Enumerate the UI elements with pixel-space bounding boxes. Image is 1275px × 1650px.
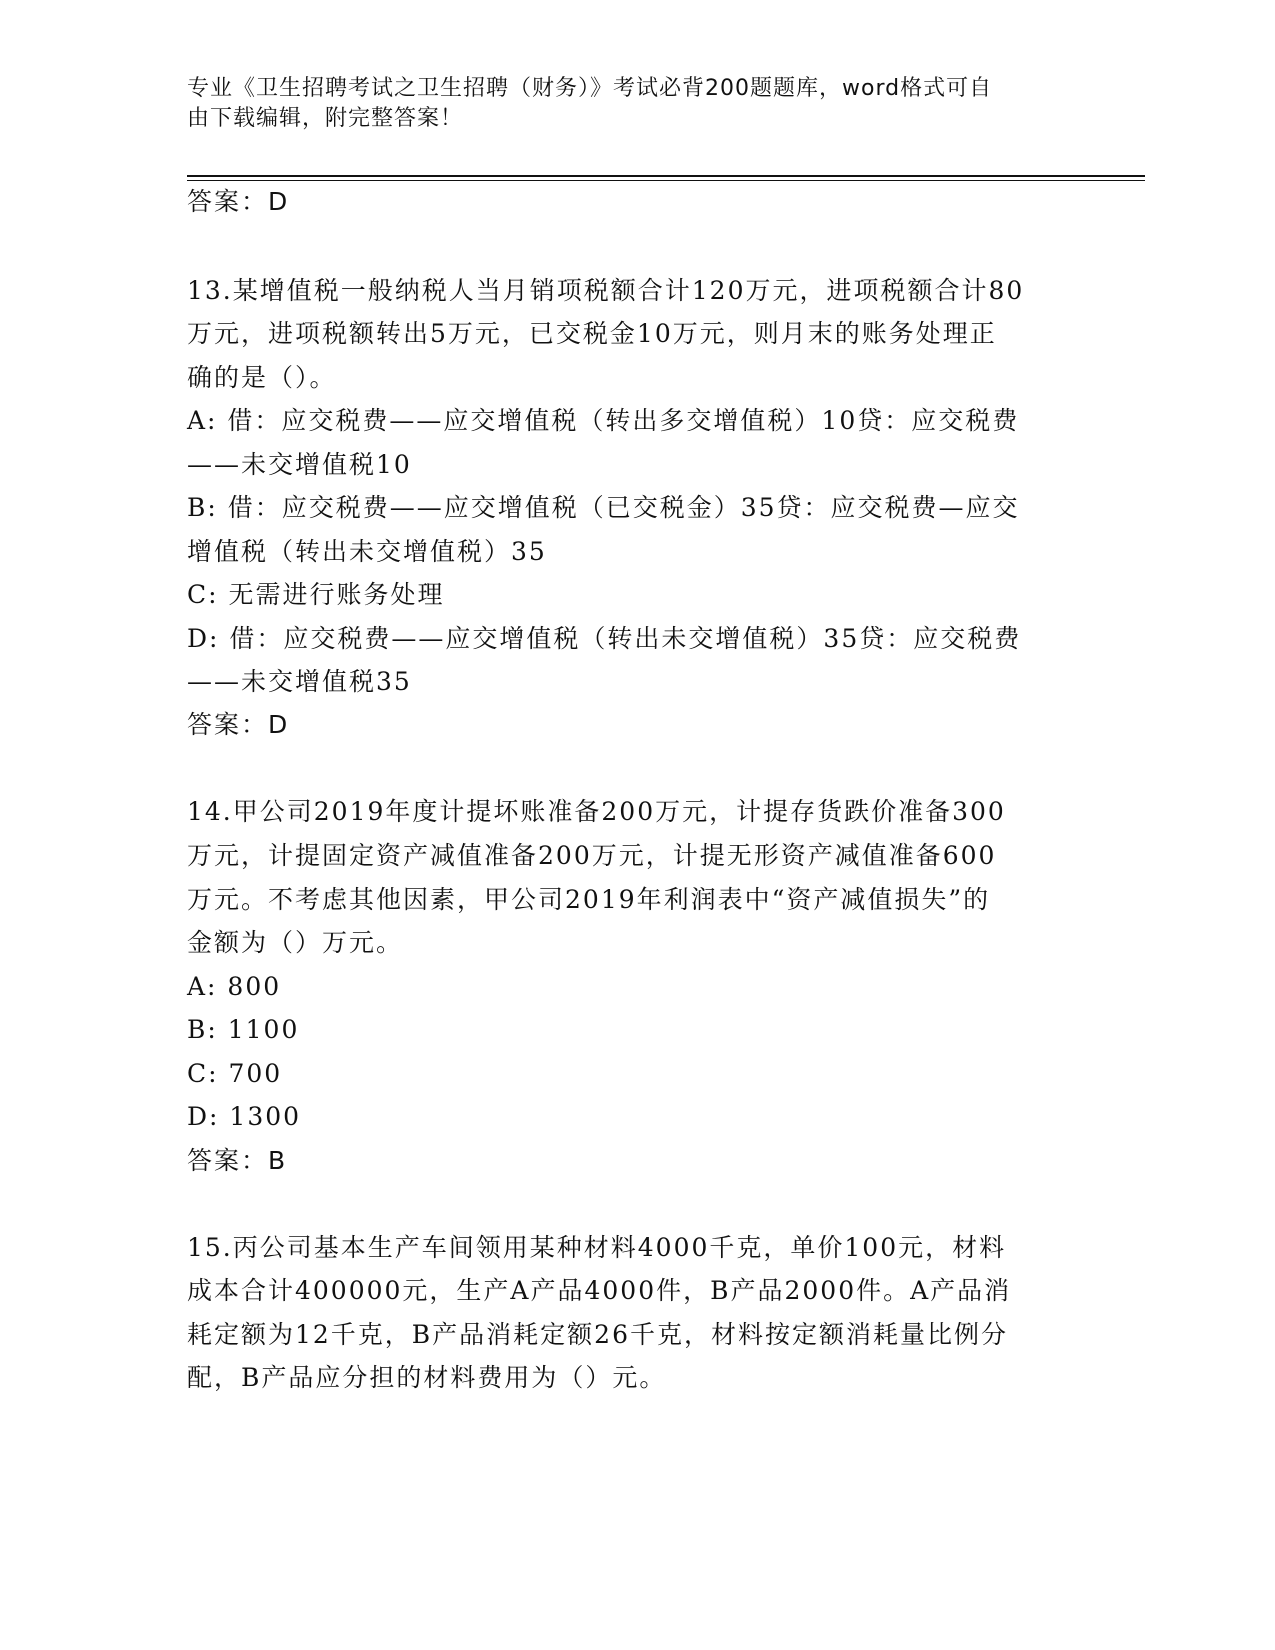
q14-answer: 答案：B <box>187 1146 288 1175</box>
header-rule-thick <box>187 175 1145 177</box>
q15-stem-line: 成本合计400000元，生产A产品4000件，B产品2000件。A产品消 <box>187 1276 1012 1305</box>
q13-stem-line: 13.某增值税一般纳税人当月销项税额合计120万元，进项税额合计80 <box>187 276 1025 305</box>
q13-option-a: A: 借：应交税费——应交增值税（转出多交增值税）10贷：应交税费 <box>187 406 1020 435</box>
document-header <box>187 74 1087 134</box>
q14-option-b: B: 1100 <box>187 1015 300 1044</box>
header-line-2: 由下载编辑，附完整答案！ <box>187 106 464 131</box>
q14-option-d: D: 1300 <box>187 1102 302 1131</box>
q13-option-d-cont: ——未交增值税35 <box>187 667 412 696</box>
header-rule-thin <box>187 180 1145 181</box>
q13-option-b: B: 借：应交税费——应交增值税（已交税金）35贷：应交税费—应交 <box>187 493 1020 522</box>
q13-answer: 答案：D <box>187 710 290 739</box>
q13-option-a-cont: ——未交增值税10 <box>187 450 412 479</box>
q14-stem-line: 14.甲公司2019年度计提坏账准备200万元，计提存货跌价准备300 <box>187 797 1006 826</box>
header-line-1: 专业《卫生招聘考试之卫生招聘（财务）》考试必背200题题库，word格式可自 <box>187 76 993 101</box>
q13-option-b-cont: 增值税（转出未交增值税）35 <box>187 537 547 566</box>
previous-answer: 答案：D <box>187 187 290 216</box>
q13-stem-line: 万元，进项税额转出5万元，已交税金10万元，则月末的账务处理正 <box>187 319 997 348</box>
q14-stem-line: 万元。不考虑其他因素，甲公司2019年利润表中“资产减值损失”的 <box>187 885 991 914</box>
q14-stem-line: 金额为（）万元。 <box>187 928 404 957</box>
q13-stem-line: 确的是（）。 <box>187 363 337 392</box>
q13-option-d: D: 借：应交税费——应交增值税（转出未交增值税）35贷：应交税费 <box>187 624 1022 653</box>
q13-option-c: C: 无需进行账务处理 <box>187 580 445 609</box>
q15-stem-line: 15.丙公司基本生产车间领用某种材料4000千克，单价100元，材料 <box>187 1233 1007 1262</box>
q14-stem-line: 万元，计提固定资产减值准备200万元，计提无形资产减值准备600 <box>187 841 997 870</box>
q15-stem-line: 配，B产品应分担的材料费用为（）元。 <box>187 1363 667 1392</box>
q14-option-a: A: 800 <box>187 972 282 1001</box>
q14-option-c: C: 700 <box>187 1059 283 1088</box>
q15-stem-line: 耗定额为12千克，B产品消耗定额26千克，材料按定额消耗量比例分 <box>187 1320 1008 1349</box>
